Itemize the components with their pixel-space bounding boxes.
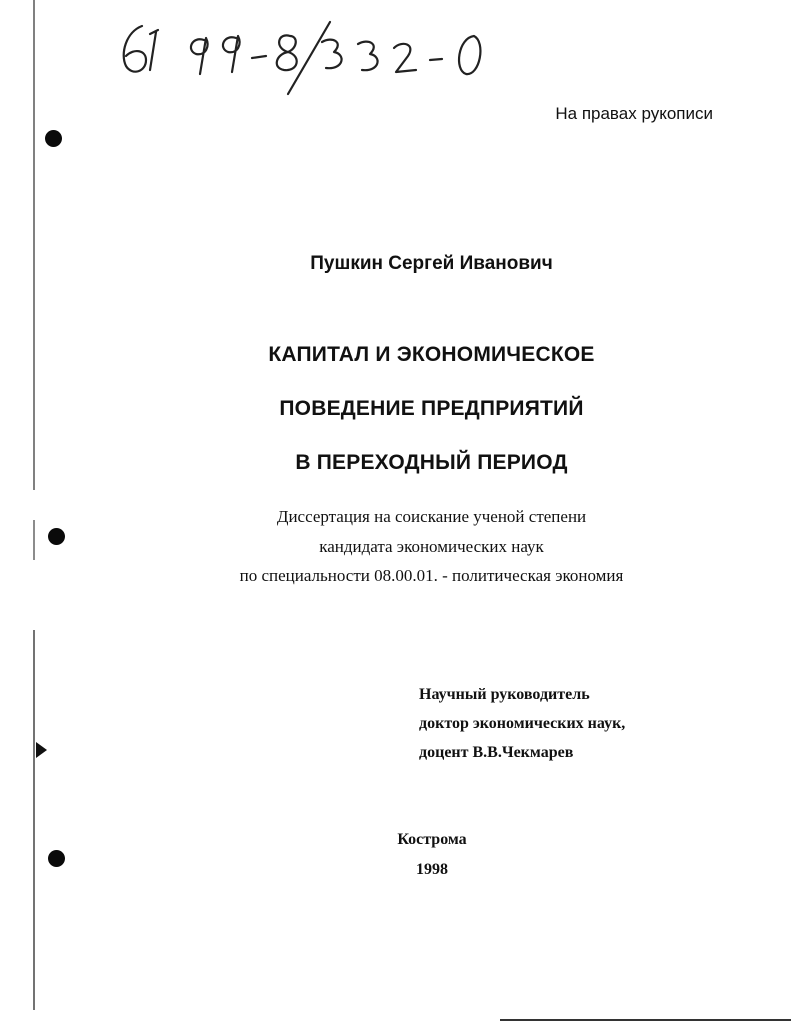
year: 1998 (416, 861, 448, 878)
supervisor-line: Научный руководитель (419, 686, 590, 703)
punch-hole (48, 850, 65, 867)
description-line: по специальности 08.00.01. - политическая экономия (239, 566, 624, 585)
author-name: Пушкин Сергей Иванович (310, 253, 553, 274)
supervisor-line: доктор экономических наук, (419, 715, 626, 732)
scan-mark (36, 742, 47, 758)
description-line: Диссертация на соискание ученой степени (276, 507, 587, 526)
handwritten-archive-code (112, 14, 502, 96)
rights-note: На правах рукописи (555, 104, 713, 123)
city: Кострома (397, 831, 467, 848)
scan-bottom-line (500, 1019, 791, 1021)
title-line: ПОВЕДЕНИЕ ПРЕДПРИЯТИЙ (279, 397, 584, 420)
supervisor-line: доцент В.В.Чекмарев (419, 744, 574, 761)
description-line: кандидата экономических наук (319, 537, 544, 556)
punch-hole (45, 130, 62, 147)
title-line: В ПЕРЕХОДНЫЙ ПЕРИОД (295, 451, 568, 474)
title-line: КАПИТАЛ И ЭКОНОМИЧЕСКОЕ (268, 343, 595, 366)
